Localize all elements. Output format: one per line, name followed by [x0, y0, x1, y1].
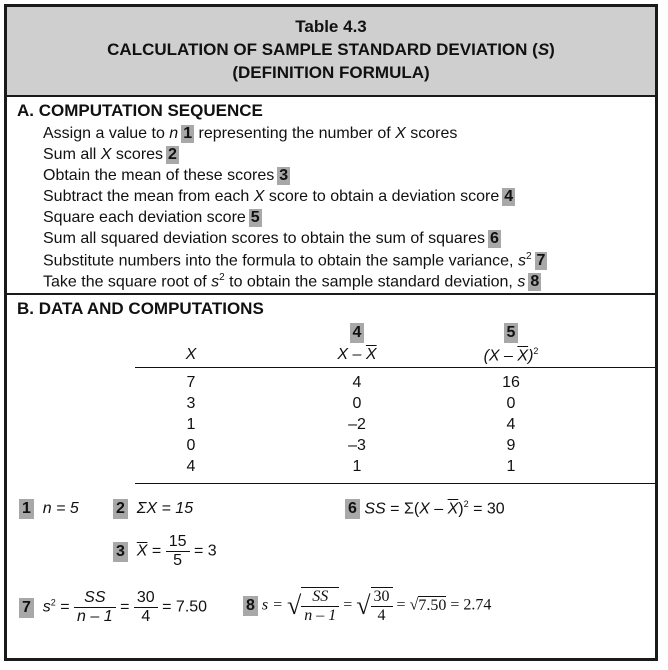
- section-data-computations: B. DATA AND COMPUTATIONS X 4 X – $\overline{X}$ 5 $(X - \overline{X})^2$ 7 4 16 3 0 0 1 –2 4 0 –3 9 4 1 1 1 n = 5 2 ΣX = 15 6 SS = $\Sigma(X - \overline{X})^2 = 30$ 3 $\overline{X}$ = $\frac{15}{5}$ = 3 7 $s^2$ = $\frac{SS}{n - 1}$ = $\frac{30}{4}$ = 7.50 8 s = √ $\frac{SS}{n - 1}$ = √ $\frac{30}{4}$ = √7.50 = 2.74: [7, 293, 655, 658]
- formula-variance: 7 $s^2$ = $\frac{SS}{n - 1}$ = $\frac{30}{4}$ = 7.50: [19, 589, 207, 626]
- col-header-squared: $(X - \overline{X})^2$: [483, 346, 539, 365]
- formula-mean: 3 $\overline{X}$ = $\frac{15}{5}$ = 3: [113, 533, 217, 570]
- col-header-sq-number: 5: [491, 323, 531, 343]
- section-a-title: A. COMPUTATION SEQUENCE: [17, 101, 263, 120]
- table-subtitle: (DEFINITION FORMULA): [232, 63, 430, 82]
- step-5: Square each deviation score 5: [43, 209, 260, 226]
- step-2: Sum all X scores 2: [43, 146, 177, 163]
- step-4: Subtract the mean from each X score to obtain a deviation score 4: [43, 188, 514, 205]
- table-label: Table 4.3: [295, 17, 367, 36]
- section-computation-sequence: [7, 95, 655, 295]
- col-header-dev-number: 4: [337, 323, 377, 343]
- header-rule: [135, 367, 655, 368]
- table-title: CALCULATION OF SAMPLE STANDARD DEVIATION (S): [107, 40, 555, 59]
- footer-rule: [135, 483, 655, 484]
- table-frame: [4, 4, 658, 661]
- formula-std-dev: 8 s = √ $\frac{SS}{n - 1}$ = √ $\frac{30}{4}$ = √7.50 = 2.74: [243, 587, 491, 625]
- step-1: Assign a value to n 1 representing the number of X scores: [43, 125, 458, 142]
- col-header-x: X: [185, 346, 197, 363]
- formula-ss: 6 SS = $\Sigma(X - \overline{X})^2 = 30$: [345, 499, 505, 519]
- step-3: Obtain the mean of these scores 3: [43, 167, 289, 184]
- section-b-title: B. DATA AND COMPUTATIONS: [17, 299, 264, 318]
- formula-n: 1 n = 5: [19, 499, 79, 519]
- col-header-deviation: X – $\overline{X}$: [337, 346, 377, 363]
- formula-sum-x: 2 ΣX = 15: [113, 499, 193, 519]
- step-7: Substitute numbers into the formula to obtain the sample variance, $s^2$ 7: [43, 251, 546, 270]
- table-header: [7, 7, 655, 97]
- step-6: Sum all squared deviation scores to obtain the sum of squares 6: [43, 230, 499, 247]
- step-number-badge: 1: [183, 125, 193, 142]
- step-8: Take the square root of $s^2$ to obtain the sample standard deviation, s 8: [43, 272, 540, 291]
